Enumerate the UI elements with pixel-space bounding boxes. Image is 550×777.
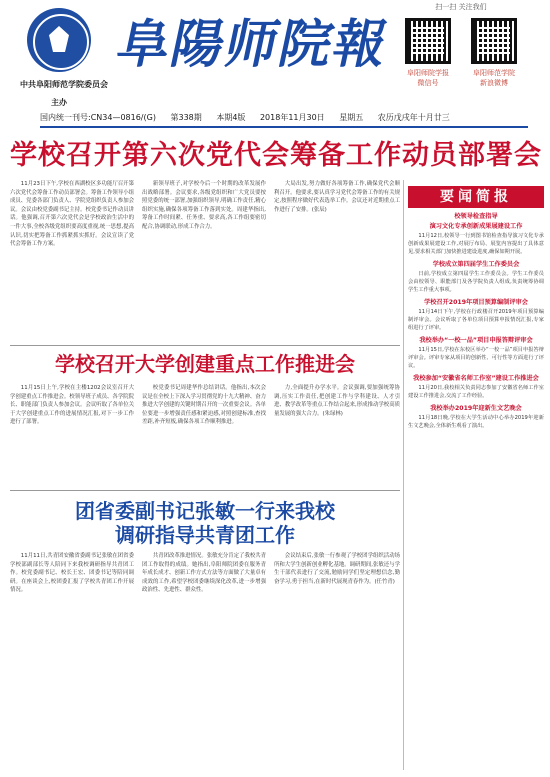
article3-col3: 会议结束后,张敏一行参观了学校团学组织活动场所和大学生创新创业孵化基地。调研期间,张敏还与学生干部代表进行了交流,勉励同学们坚定理想信念,勤奋学习,勇于担当,在新时代展现青春作为。(任竹青) — [274, 553, 400, 585]
qr-code-icon[interactable] — [405, 18, 451, 64]
article3-headline-line1: 团省委副书记张敏一行来我校 — [75, 499, 335, 523]
issue-info-bar — [40, 110, 528, 128]
article1-col3: 大局出发,努力做好各项筹备工作,确保党代会顺利召开。他要求,要认真学习党代会筹备工作的有关规定,按照程序做好代表选举工作。会议还对近期重点工作进行了安排。(张辰) — [274, 181, 400, 213]
divider — [10, 345, 400, 346]
brief-body: 11月18日晚,学校在大学生活动中心举办2019年迎新生文艺晚会,全体新生观看了演出。 — [408, 415, 544, 429]
news-brief-sidebar — [408, 186, 544, 771]
brief-item — [408, 212, 544, 256]
article2-headline: 学校召开大学创建重点工作推进会 — [55, 352, 355, 376]
issue-date: 2018年11月30日 — [259, 113, 325, 122]
edition-count: 本期4版 — [216, 113, 246, 122]
qr-code-icon[interactable] — [471, 18, 517, 64]
sponsor-role: 主办 — [51, 97, 67, 107]
brief-title: 我校举办2019年迎新生文艺晚会 — [430, 405, 522, 412]
brief-title: 校领导检查指导 演习文化专承创新成果展建设工作 — [429, 213, 523, 230]
brief-item — [408, 336, 544, 370]
qr-caption: 阜阳师院学报 微信号 — [407, 69, 449, 87]
issue-number: 第338期 — [170, 113, 202, 122]
issn: 国内统一刊号:CN34—0816/(G) — [40, 113, 156, 122]
main-headline: 学校召开第六次党代会筹备工作动员部署会 — [10, 140, 542, 171]
divider — [10, 490, 400, 491]
sponsor-line: 中共阜阳师范学院委员会 — [20, 79, 108, 89]
article2-col2: 校党委书记周建华作总结讲话。他指出,本次会议是在全校上下深入学习贯彻党的十九大精神、奋力推进大学创建的关键时期召开的一次重要会议。各单位要进一步增强责任感和紧迫感,对照创建标准,查找差距,补齐短板,确保各项工作顺利推进。 — [142, 385, 266, 426]
qr-caption: 阜阳师范学院 新浪微博 — [473, 69, 515, 87]
article3-col2: 共青团改革推进情况。张敏充分肯定了我校共青团工作取得的成绩。她指出,阜阳师院团委在服务青年成长成才、创新工作方式方法等方面做了大量卓有成效的工作,希望学校团委继续深化改革,进一步增强政治性、先进性、群众性。 — [142, 553, 266, 594]
brief-item — [408, 260, 544, 294]
weekday: 星期五 — [339, 113, 364, 122]
article2-col3: 力,全面提升办学水平。会议强调,要加强统筹协调,压实工作责任,把创建工作与学科建设、人才引进、教学改革等重点工作结合起来,形成推动学校高质量发展的强大合力。(朱绿林) — [274, 385, 400, 417]
sidebar-header: 要闻简报 — [408, 186, 544, 208]
brief-title: 我校举办“一校一品”项目申报答辩评审会 — [419, 337, 533, 344]
brief-body: 11月20日,我校相关负责同志参加了安徽省名师工作室建设工作推进会,交流了工作经验。 — [408, 385, 544, 399]
masthead — [0, 0, 550, 148]
brief-body: 11月14日下午,学校在行政楼召开2019年项目预算编制评审会。会议听取了各单位项目预算申报情况汇报,专家组进行了评审。 — [408, 309, 544, 331]
brief-title: 学校成立第四届学生工作委员会 — [432, 261, 520, 268]
brief-body: 日前,学校成立第四届学生工作委员会。学生工作委员会由校领导、职能部门及各学院负责人组成,负责统筹协调学生工作重大事项。 — [408, 271, 544, 293]
article1-col2: 新领导班子,对学校今后一个时期的改革发展作出战略部署。会议要求,各级党组织和广大党员要按照党委的统一部署,加强组织领导,明确工作责任,精心组织实施,确保各项筹备工作落到实处。周建华指出,筹备工作时间紧、任务重、要求高,各工作组要密切配合,协调联动,形成工作合力。 — [142, 181, 266, 230]
brief-body: 11月15日,学校在东校区举办“一校一品”项目申报答辩评审会。评审专家从项目的创新性、可行性等方面进行了评议。 — [408, 347, 544, 369]
article2-col1: 11月15日上午,学校在主楼1202会议室召开大学创建重点工作推进会。校领导班子成员、各学院院长、职能部门负责人参加会议。会议听取了各单位关于大学创建重点工作的进展情况汇报,对下一步工作进行了部署。 — [10, 385, 134, 426]
brief-item — [408, 374, 544, 400]
scan-hint: 扫一扫 关注我们 — [435, 3, 487, 11]
qr-block-weibo — [466, 8, 522, 88]
school-logo-block — [20, 8, 108, 108]
article3-col1: 11月11日,共青团安徽省委副书记张敏在团省委学校部副部长等人陪同下来我校调研指导共青团工作。校党委副书记、校长王宏、团委书记等陪同调研。在座谈会上,校团委汇报了学校共青团工作开展情况。 — [10, 553, 134, 594]
column-divider — [403, 180, 404, 770]
school-seal-icon — [27, 8, 91, 72]
lunar-date: 农历戊戌年十月廿三 — [377, 113, 450, 122]
article3-headline-line2: 调研指导共青团工作 — [115, 523, 295, 547]
brief-item — [408, 404, 544, 430]
brief-body: 11月12日,校领导一行到图书馆检查指导演习文化专承创新成果展建设工作,对展厅布局、展览内容提出了具体意见,要求相关部门加快推进建设进度,确保如期开展。 — [408, 233, 544, 255]
brief-title: 学校召开2019年项目预算编制评审会 — [424, 299, 528, 306]
newspaper-title: 阜陽师院報 — [111, 14, 395, 75]
brief-item — [408, 298, 544, 332]
qr-block-wechat — [400, 8, 456, 88]
article1-col1: 11月23日下午,学校在西湖校区多功能厅召开第六次党代会筹备工作动员部署会。筹备工作领导小组成员、党委各部门负责人、学院党组织负责人参加会议。会议由校党委副书记主持。校党委书记作动员讲话。他强调,召开第六次党代会是学校政治生活中的一件大事,全校各级党组织要高度重视,统一思想,提高认识,切实把筹备工作抓紧抓实抓好。会议宣读了党代会筹备工作方案。 — [10, 181, 134, 248]
brief-title: 我校参加“安徽省名师工作室”建设工作推进会 — [413, 375, 539, 382]
